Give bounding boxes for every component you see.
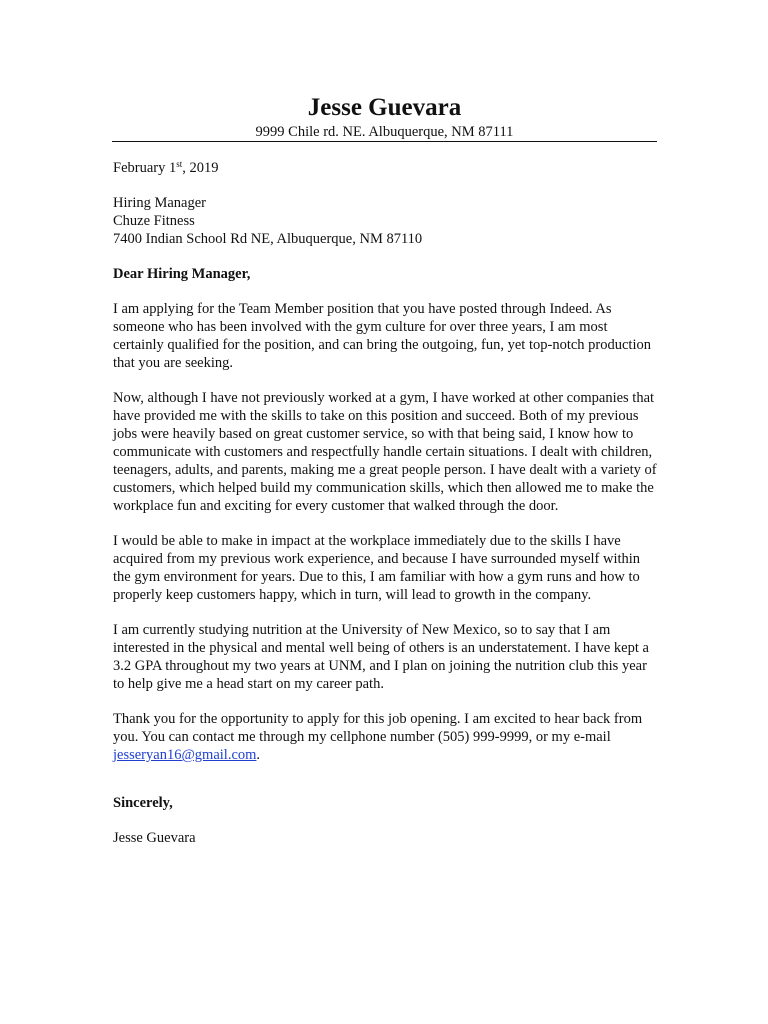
paragraph-intro: I am applying for the Team Member position that you have posted through Indeed. As someone who has been involved with the gym culture for over three years, I am most certainly qualified for the position, and can bring the outgoing, fun, yet top-notch production that you are seeking.: [113, 301, 651, 371]
sender-address: 9999 Chile rd. NE. Albuquerque, NM 87111: [255, 124, 514, 140]
date-ordinal: st: [176, 159, 183, 169]
date-year: , 2019: [182, 160, 219, 176]
recipient-title: Hiring Manager: [113, 195, 207, 211]
email-link[interactable]: jesseryan16@gmail.com: [113, 747, 257, 763]
paragraph-experience: Now, although I have not previously worked at a gym, I have worked at other companies that have provided me with the skills to take on this position and succeed. Both of my previous jobs were heavily based on great customer service, so with that being said, I know how to communicate with customers and respectfully handle certain situations. I dealt with children, teenagers, adults, and parents, making me a great people person. I have dealt with a variety of customers, which helped build my communication skills, which then allowed me to make the workplace fun and exciting for every customer that walked through the door.: [113, 390, 657, 514]
contact-text: Thank you for the opportunity to apply for this job opening. I am excited to hear back from you. You can contact me through my cellphone number (505) 999-9999, or my e-mail: [113, 711, 643, 745]
recipient-block: [113, 194, 658, 248]
recipient-company: Chuze Fitness: [113, 213, 195, 229]
closing: Sincerely,: [113, 795, 173, 811]
salutation: Dear Hiring Manager,: [113, 266, 251, 282]
paragraph-education: I am currently studying nutrition at the University of New Mexico, so to say that I am interested in the physical and mental well being of others is an understatement. I have kept a 3.2 GPA throughout my two years at UNM, and I plan on joining the nutrition club this year to help give me a head start on my career path.: [113, 622, 649, 692]
paragraph-impact: I would be able to make in impact at the workplace immediately due to the skills I have acquired from my previous work experience, and because I have surrounded myself within the gym environment for years. Due to this, I am familiar with how a gym runs and how to properly keep customers happy, which in turn, will lead to growth in the company.: [113, 533, 641, 603]
signature: Jesse Guevara: [113, 830, 196, 846]
header-divider: [112, 141, 657, 142]
contact-period: .: [256, 747, 261, 763]
letter-date: [113, 159, 658, 177]
letter-body: [113, 159, 658, 864]
paragraph-contact: [113, 710, 658, 764]
recipient-address: 7400 Indian School Rd NE, Albuquerque, NM 87110: [113, 231, 423, 247]
letterhead: [112, 93, 657, 141]
date-text: February 1: [113, 160, 177, 176]
sender-name: Jesse Guevara: [307, 94, 462, 121]
